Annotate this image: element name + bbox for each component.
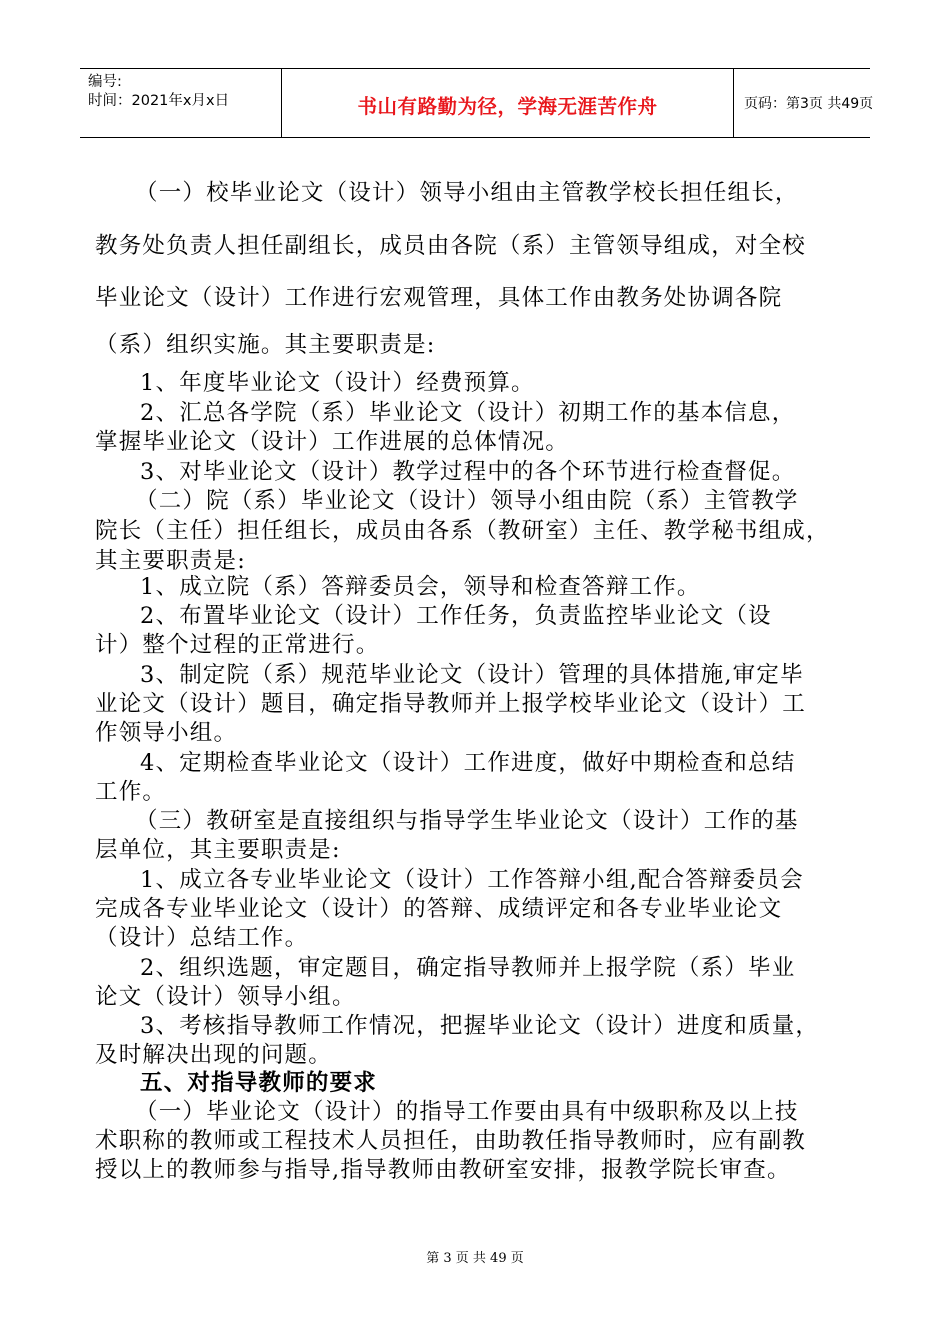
body-line: （二）院（系）毕业论文（设计）领导小组由院（系）主管教学 <box>135 488 799 514</box>
body-line: 及时解决出现的问题。 <box>95 1042 333 1068</box>
body-line: （一）毕业论文（设计）的指导工作要由具有中级职称及以上技 <box>135 1099 799 1125</box>
body-line: 3、对毕业论文（设计）教学过程中的各个环节进行检查督促。 <box>140 459 796 485</box>
body-line: 掌握毕业论文（设计）工作进展的总体情况。 <box>95 429 570 455</box>
body-line: （一）校毕业论文（设计）领导小组由主管教学校长担任组长， <box>135 180 799 206</box>
section-heading: 五、对指导教师的要求 <box>140 1070 378 1096</box>
body-line: 教务处负责人担任副组长，成员由各院（系）主管领导组成，对全校 <box>95 233 807 259</box>
body-line: 论文（设计）领导小组。 <box>95 984 356 1010</box>
body-line: 工作。 <box>95 779 167 805</box>
body-line: 1、成立院（系）答辩委员会，领导和检查答辩工作。 <box>140 574 701 600</box>
page-footer: 第 3 页 共 49 页 <box>426 1251 524 1266</box>
header-middle-cell <box>282 69 734 137</box>
body-line: 2、组织选题，审定题目，确定指导教师并上报学院（系）毕业 <box>140 955 796 981</box>
body-line: （系）组织实施。其主要职责是: <box>95 332 436 358</box>
body-line: 完成各专业毕业论文（设计）的答辩、成绩评定和各专业毕业论文 <box>95 896 783 922</box>
body-line: 3、考核指导教师工作情况，把握毕业论文（设计）进度和质量， <box>140 1013 820 1039</box>
header-left-cell <box>80 69 282 137</box>
body-line: 毕业论文（设计）工作进行宏观管理，具体工作由教务处协调各院 <box>95 285 783 311</box>
body-line: 授以上的教师参与指导,指导教师由教研室安排，报教学院长审查。 <box>95 1157 791 1183</box>
header-right-cell <box>734 69 874 137</box>
document-date-label: 时间：2021年x月x日 <box>88 93 230 109</box>
header-page-code: 页码：第3页 共49页 <box>744 96 874 112</box>
body-line: 作领导小组。 <box>95 720 238 746</box>
body-line: 3、制定院（系）规范毕业论文（设计）管理的具体措施,审定毕 <box>140 662 804 688</box>
body-line: 院长（主任）担任组长，成员由各系（教研室）主任、教学秘书组成， <box>95 518 830 544</box>
body-line: （设计）总结工作。 <box>95 925 309 951</box>
body-line: 计）整个过程的正常进行。 <box>95 632 380 658</box>
body-line: 其主要职责是: <box>95 548 246 574</box>
body-line: 4、定期检查毕业论文（设计）工作进度，做好中期检查和总结 <box>140 750 796 776</box>
body-line: 2、汇总各学院（系）毕业论文（设计）初期工作的基本信息， <box>140 400 796 426</box>
body-line: 业论文（设计）题目，确定指导教师并上报学校毕业论文（设计）工 <box>95 691 807 717</box>
body-line: 术职称的教师或工程技术人员担任，由助教任指导教师时，应有副教 <box>95 1128 807 1154</box>
header-motto: 书山有路勤为径，学海无涯苦作舟 <box>357 95 658 118</box>
document-number-label: 编号: <box>88 74 122 90</box>
body-line: 层单位，其主要职责是: <box>95 837 341 863</box>
body-line: （三）教研室是直接组织与指导学生毕业论文（设计）工作的基 <box>135 808 799 834</box>
body-line: 1、年度毕业论文（设计）经费预算。 <box>140 370 535 396</box>
body-line: 1、成立各专业毕业论文（设计）工作答辩小组,配合答辩委员会 <box>140 867 804 893</box>
body-line: 2、布置毕业论文（设计）工作任务，负责监控毕业论文（设 <box>140 603 772 629</box>
page-header <box>80 68 874 138</box>
